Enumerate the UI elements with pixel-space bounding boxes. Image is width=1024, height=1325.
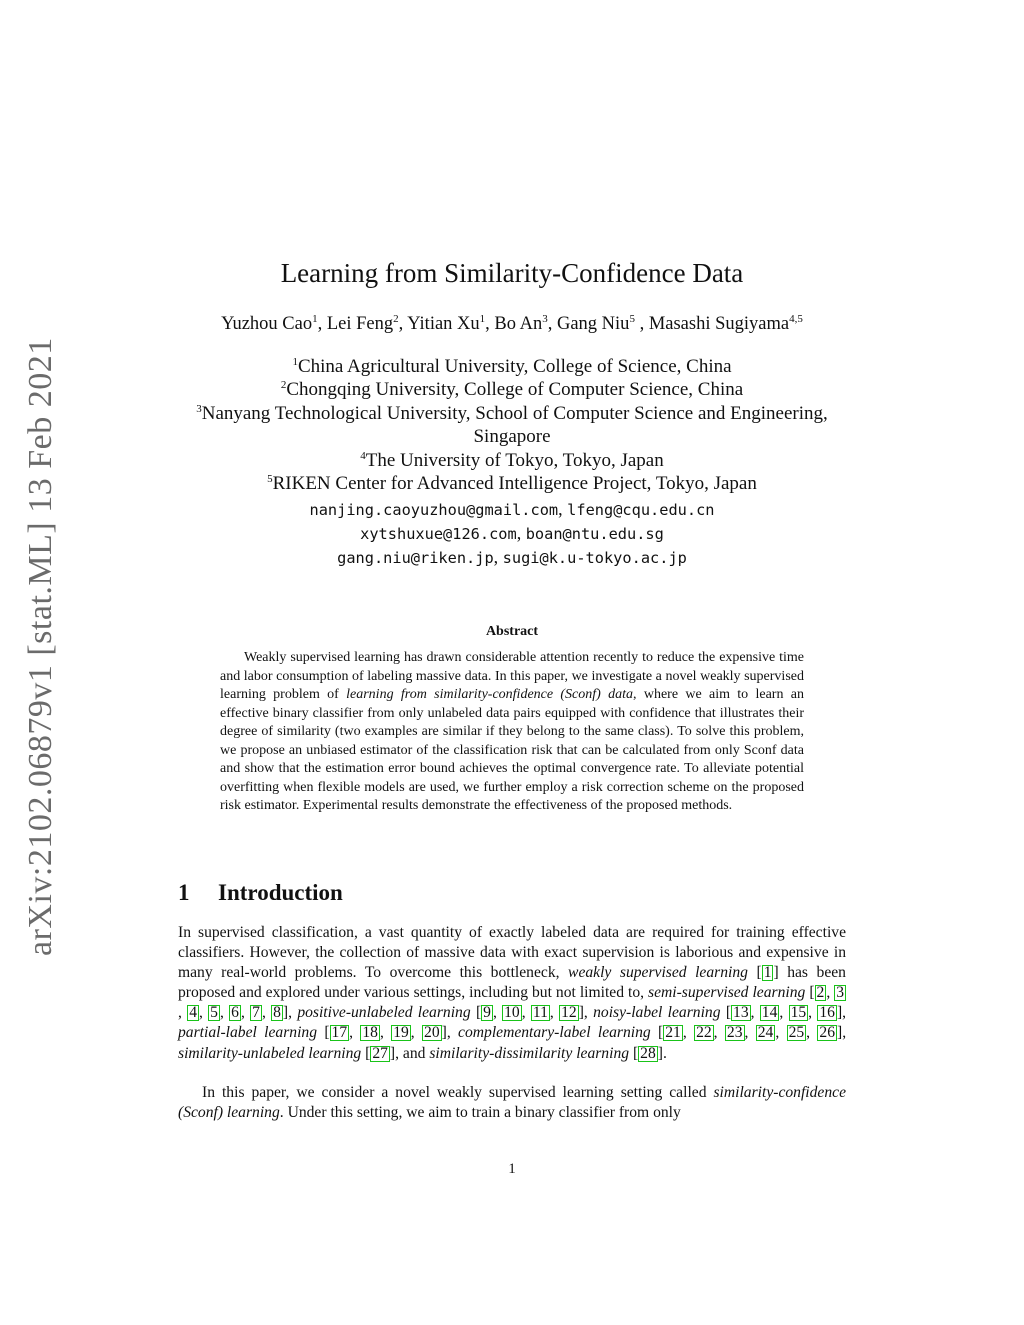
intro-emphasis: similarity-dissimilarity learning: [429, 1044, 630, 1062]
affiliation-line: [176, 378, 848, 401]
intro-text: In supervised classification, a vast quantity of exactly labeled data are required for training effective classifiers. However, the collection of massive data with exact supervision is laborious and expensive in many real-world problems. To overcome this bottleneck,: [178, 924, 846, 982]
citation-link[interactable]: 14: [761, 1004, 778, 1022]
abstract-body: [220, 649, 804, 816]
affiliation-line: [176, 355, 848, 378]
intro-emphasis: noisy-label learning: [593, 1004, 721, 1022]
citation-link[interactable]: 7: [252, 1004, 260, 1022]
intro-text: has been proposed and explored under various settings, including but not limited to,: [178, 964, 846, 1002]
intro-text: .: [662, 1044, 667, 1062]
author-affiliation-mark: 3: [542, 313, 548, 325]
email-separator: ,: [558, 499, 568, 519]
intro-emphasis: positive-unlabeled learning: [297, 1004, 471, 1022]
citation-link[interactable]: 17: [331, 1024, 348, 1042]
email-list: [176, 498, 848, 571]
email-address[interactable]: gang.niu@riken.jp: [337, 549, 494, 568]
affiliation-mark: 4: [360, 449, 366, 462]
author-affiliation-mark: 4,5: [789, 313, 803, 325]
author-name: Masashi Sugiyama: [648, 314, 790, 334]
affiliation-mark: 3: [196, 402, 202, 415]
arxiv-identifier-stamp: arXiv:2102.06879v1 [stat.ML] 13 Feb 2021: [22, 337, 59, 956]
email-address[interactable]: xytshuxue@126.com: [360, 525, 517, 544]
citation-link[interactable]: 26: [819, 1024, 835, 1042]
author-name: Lei Feng: [326, 314, 394, 334]
citation-group: [ 9 , 10 , 11 , 12 ]: [475, 1004, 584, 1022]
citation-group: [ 21 , 22 , 23 , 24 , 25 , 26 ]: [658, 1024, 843, 1042]
citation-link[interactable]: 11: [532, 1004, 548, 1022]
paper-title: Learning from Similarity-Confidence Data: [280, 258, 744, 288]
intro-paragraph-1: In supervised classification, a vast quantity of exactly labeled data are required for training effective classifiers. However, the collection of massive data with exact supervision is laborious and expensive in many real-world problems. To overcome this bottleneck, weakly supervised learning [ 1 ] has been proposed and explored under various settings, including but not limited to, semi-supervised learning [ 2 , 3, 4 , 5 , 6 , 7 , 8 ], positive-unlabeled learning [ 9 , 10 , 11 , 12 ], noisy-label learning [ 13 , 14 , 15 , 16 ], partial-label learning [ 17 , 18 , 19 , 20 ], complementary-label learning [ 21 , 22 , 23 , 24 , 25 , 26 ], similarity-unlabeled learning [ 27 ], and similarity-dissimilarity learning [ 28 ].: [178, 924, 847, 1062]
citation-link[interactable]: 6: [231, 1004, 239, 1022]
citation-link[interactable]: 19: [393, 1024, 409, 1042]
citation-link[interactable]: 20: [424, 1024, 440, 1042]
page-number: 1: [508, 1161, 516, 1177]
citation-link[interactable]: 3: [836, 984, 845, 1002]
author-separator: ,: [398, 314, 408, 334]
abstract-text: Weakly supervised learning has drawn considerable attention recently to reduce the expensive time and labor consumption of labeling massive data. In this paper, we investigate a novel weakly supervised learning problem of: [220, 650, 804, 702]
intro-text: , and: [395, 1044, 430, 1062]
citation-link[interactable]: 24: [757, 1024, 774, 1042]
citation-link[interactable]: 2: [816, 984, 825, 1002]
citation-link[interactable]: 18: [362, 1024, 378, 1042]
author-name: Yuzhou Cao: [221, 314, 313, 334]
affiliation-line: [176, 402, 848, 449]
citation-link[interactable]: 28: [640, 1044, 656, 1062]
affiliation-mark: 1: [292, 356, 298, 368]
citation-link[interactable]: 10: [504, 1004, 520, 1022]
author-affiliation-mark: 1: [312, 313, 318, 325]
abstract-emphasis: learning from similarity-confidence (Sconf) data: [346, 687, 634, 702]
email-address[interactable]: sugi@k.u-tokyo.ac.jp: [502, 549, 687, 568]
citation-group: [ 28 ]: [632, 1044, 663, 1062]
author-separator: ,: [634, 314, 649, 334]
affiliation-text: The University of Tokyo, Tokyo, Japan: [365, 449, 664, 471]
email-address[interactable]: nanjing.caoyuzhou@gmail.com: [309, 501, 559, 519]
citation-group: [ 17 , 18 , 19 , 20 ]: [324, 1024, 447, 1042]
author-affiliation-mark: 5: [629, 313, 635, 325]
citation-link[interactable]: 22: [696, 1024, 712, 1042]
citation-group: [ 1 ]: [756, 964, 779, 982]
intro-emphasis: similarity-unlabeled learning: [178, 1044, 362, 1062]
affiliation-mark: 5: [267, 473, 273, 486]
email-separator: ,: [493, 547, 503, 568]
citation-link[interactable]: 21: [665, 1024, 681, 1042]
intro-text: In this paper, we consider a novel weakly supervised learning setting called: [202, 1084, 714, 1101]
intro-text: . Under this setting, we aim to train a binary classifier from only: [279, 1104, 681, 1122]
citation-link[interactable]: 4: [189, 1004, 197, 1022]
citation-link[interactable]: 8: [273, 1004, 281, 1022]
intro-emphasis: weakly supervised learning: [568, 964, 748, 982]
author-name: Yitian Xu: [407, 314, 480, 334]
email-separator: ,: [516, 523, 526, 544]
email-line: [176, 522, 848, 546]
affiliation-text: Chongqing University, College of Computer Science, China: [286, 379, 744, 401]
intro-paragraph-2: [178, 1083, 846, 1123]
intro-emphasis: partial-label learning: [178, 1024, 317, 1042]
citation-link[interactable]: 1: [763, 964, 772, 982]
abstract-text: , where we aim to learn an effective binary classifier from only unlabeled data pairs equipped with confidence that illustrates their degree of similarity (two examples are similar if they belong to the same class). To solve this problem, we propose an unbiased estimator of the classification risk that can be calculated from only Sconf data and show that the estimation error bound achieves the optimal convergence rate. To alleviate potential overfitting when flexible models are used, we further employ a risk correction scheme on the proposed risk estimator. Experimental results demonstrate the effectiveness of the proposed methods.: [220, 687, 804, 813]
author-separator: ,: [485, 314, 495, 334]
author-list: [150, 314, 874, 335]
author-affiliation-mark: 2: [393, 313, 399, 325]
email-line: [176, 498, 848, 522]
email-line: [176, 546, 848, 570]
citation-group: [ 27 ]: [365, 1044, 396, 1062]
citation-group: [ 2 , 3, 4 , 5 , 6 , 7 , 8 ]: [178, 984, 845, 1022]
author-name: Gang Niu: [556, 314, 630, 334]
email-address[interactable]: boan@ntu.edu.sg: [525, 525, 664, 544]
section-number: 1: [178, 880, 190, 905]
author-separator: ,: [547, 314, 557, 334]
citation-group: [ 13 , 14 , 15 , 16 ]: [725, 1004, 843, 1022]
affiliation-list: [176, 355, 848, 495]
intro-emphasis: complementary-label learning: [458, 1024, 651, 1042]
citation-link[interactable]: 27: [372, 1044, 388, 1062]
citation-link[interactable]: 23: [726, 1024, 743, 1042]
citation-link[interactable]: 15: [790, 1004, 807, 1022]
section-title: Introduction: [218, 880, 343, 905]
email-address[interactable]: lfeng@cqu.edu.cn: [567, 501, 715, 519]
citation-link[interactable]: 12: [561, 1004, 577, 1022]
intro-emphasis: semi-supervised learning: [648, 984, 806, 1002]
citation-link[interactable]: 13: [733, 1004, 749, 1022]
affiliation-text: China Agricultural University, College of Science, China: [297, 356, 732, 377]
section-heading-introduction: [178, 880, 343, 906]
intro-emphasis: similarity-confidence (Sconf) learning: [178, 1084, 846, 1122]
affiliation-text: RIKEN Center for Advanced Intelligence Project, Tokyo, Japan: [272, 473, 757, 495]
affiliation-text: Nanyang Technological University, School of Computer Science and Engineering, Singapore: [201, 402, 828, 448]
abstract-heading: Abstract: [485, 624, 539, 639]
affiliation-line: [176, 472, 848, 495]
citation-link[interactable]: 5: [210, 1004, 218, 1022]
author-name: Bo An: [494, 314, 543, 334]
citation-link[interactable]: 25: [788, 1024, 805, 1042]
affiliation-line: [176, 449, 848, 472]
author-separator: ,: [317, 314, 327, 334]
affiliation-mark: 2: [280, 379, 287, 392]
citation-link[interactable]: 9: [483, 1004, 491, 1022]
citation-link[interactable]: 16: [819, 1004, 835, 1022]
author-affiliation-mark: 1: [479, 313, 486, 325]
